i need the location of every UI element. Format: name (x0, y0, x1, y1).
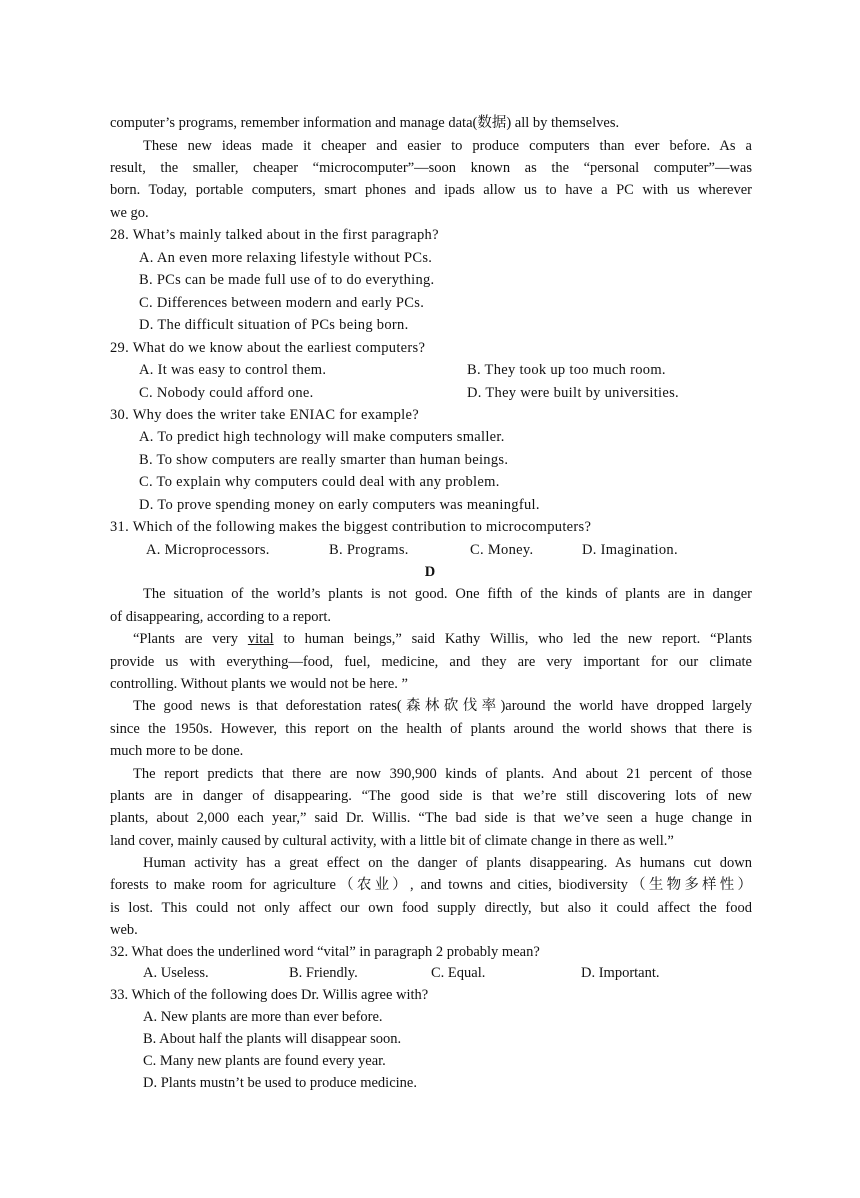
text-run: “Plants are very (133, 631, 248, 647)
option-31-d: D. Imagination. (582, 542, 678, 558)
passage-d-line: The report predicts that there are now 390,900 kinds of plants. And about 21 percent of those (133, 766, 752, 782)
option-32-a: A. Useless. (143, 965, 209, 981)
question-28: 28. What’s mainly talked about in the first paragraph? (110, 227, 439, 243)
option-29-b: B. They took up too much room. (467, 362, 666, 378)
option-30-b: B. To show computers are really smarter than human beings. (139, 452, 509, 468)
option-32-b: B. Friendly. (289, 965, 358, 981)
passage-d-line: is lost. This could not only affect our own food supply directly, but also it could affect the food (110, 900, 752, 916)
passage-d-line: Human activity has a great effect on the danger of plants disappearing. As humans cut down (143, 855, 752, 871)
passage-d-line: provide us with everything—food, fuel, medicine, and they are very important for our climate (110, 654, 752, 670)
option-33-a: A. New plants are more than ever before. (143, 1009, 383, 1025)
option-28-b: B. PCs can be made full use of to do everything. (139, 272, 435, 288)
passage-c-line: born. Today, portable computers, smart phones and ipads allow us to have a PC with us wherever (110, 182, 752, 198)
passage-d-line: The good news is that deforestation rates(森林砍伐率)around the world have dropped largely (133, 698, 752, 714)
passage-d-line: land cover, mainly caused by cultural activity, with a little bit of climate change in there as well.” (110, 833, 674, 849)
passage-c-line: result, the smaller, cheaper “microcomputer”—soon known as the “personal computer”—was (110, 160, 752, 176)
option-31-a: A. Microprocessors. (146, 542, 270, 558)
option-28-a: A. An even more relaxing lifestyle without PCs. (139, 250, 433, 266)
option-30-d: D. To prove spending money on early computers was meaningful. (139, 497, 540, 513)
underlined-word-vital: vital (247, 631, 274, 647)
question-29: 29. What do we know about the earliest computers? (110, 340, 426, 356)
passage-d-line: plants, about 2,000 each year,” said Dr. Willis. “The bad side is that we’ve seen a huge change in (110, 810, 752, 826)
passage-c-line: computer’s programs, remember information and manage data(数据) all by themselves. (110, 115, 620, 131)
option-29-a: A. It was easy to control them. (139, 362, 327, 378)
text-run: to human beings,” said Kathy Willis, who led the new report. “Plants (273, 631, 752, 647)
section-d-heading: D (424, 564, 436, 580)
passage-d-line: plants are in danger of disappearing. “The good side is that we’re still discovering lots of new (110, 788, 752, 804)
passage-d-line: web. (110, 922, 138, 938)
option-30-c: C. To explain why computers could deal with any problem. (139, 474, 500, 490)
option-29-d: D. They were built by universities. (467, 385, 679, 401)
question-31: 31. Which of the following makes the biggest contribution to microcomputers? (110, 519, 592, 535)
option-29-c: C. Nobody could afford one. (139, 385, 314, 401)
passage-d-line: The situation of the world’s plants is not good. One fifth of the kinds of plants are in danger (143, 586, 752, 602)
passage-d-line: since the 1950s. However, this report on the health of plants around the world shows that there is (110, 721, 752, 737)
passage-d-line: much more to be done. (110, 743, 244, 759)
option-31-b: B. Programs. (329, 542, 409, 558)
question-32: 32. What does the underlined word “vital” in paragraph 2 probably mean? (110, 944, 540, 960)
passage-d-line: forests to make room for agriculture（农业）, and towns and cities, biodiversity（生物多样性） (110, 877, 752, 893)
option-28-d: D. The difficult situation of PCs being born. (139, 317, 409, 333)
passage-d-line (133, 628, 752, 650)
passage-d-line: controlling. Without plants we would not be here. ” (110, 676, 408, 692)
passage-d-line: of disappearing, according to a report. (110, 609, 332, 625)
question-30: 30. Why does the writer take ENIAC for example? (110, 407, 419, 423)
question-33: 33. Which of the following does Dr. Willis agree with? (110, 987, 429, 1003)
option-30-a: A. To predict high technology will make computers smaller. (139, 429, 505, 445)
passage-c-line: we go. (110, 205, 149, 221)
option-28-c: C. Differences between modern and early PCs. (139, 295, 425, 311)
option-31-c: C. Money. (470, 542, 534, 558)
option-32-c: C. Equal. (431, 965, 486, 981)
option-33-b: B. About half the plants will disappear soon. (143, 1031, 402, 1047)
option-33-c: C. Many new plants are found every year. (143, 1053, 386, 1069)
option-32-d: D. Important. (581, 965, 660, 981)
passage-c-line: These new ideas made it cheaper and easier to produce computers than ever before. As a (143, 138, 752, 154)
option-33-d: D. Plants mustn’t be used to produce medicine. (143, 1075, 417, 1091)
